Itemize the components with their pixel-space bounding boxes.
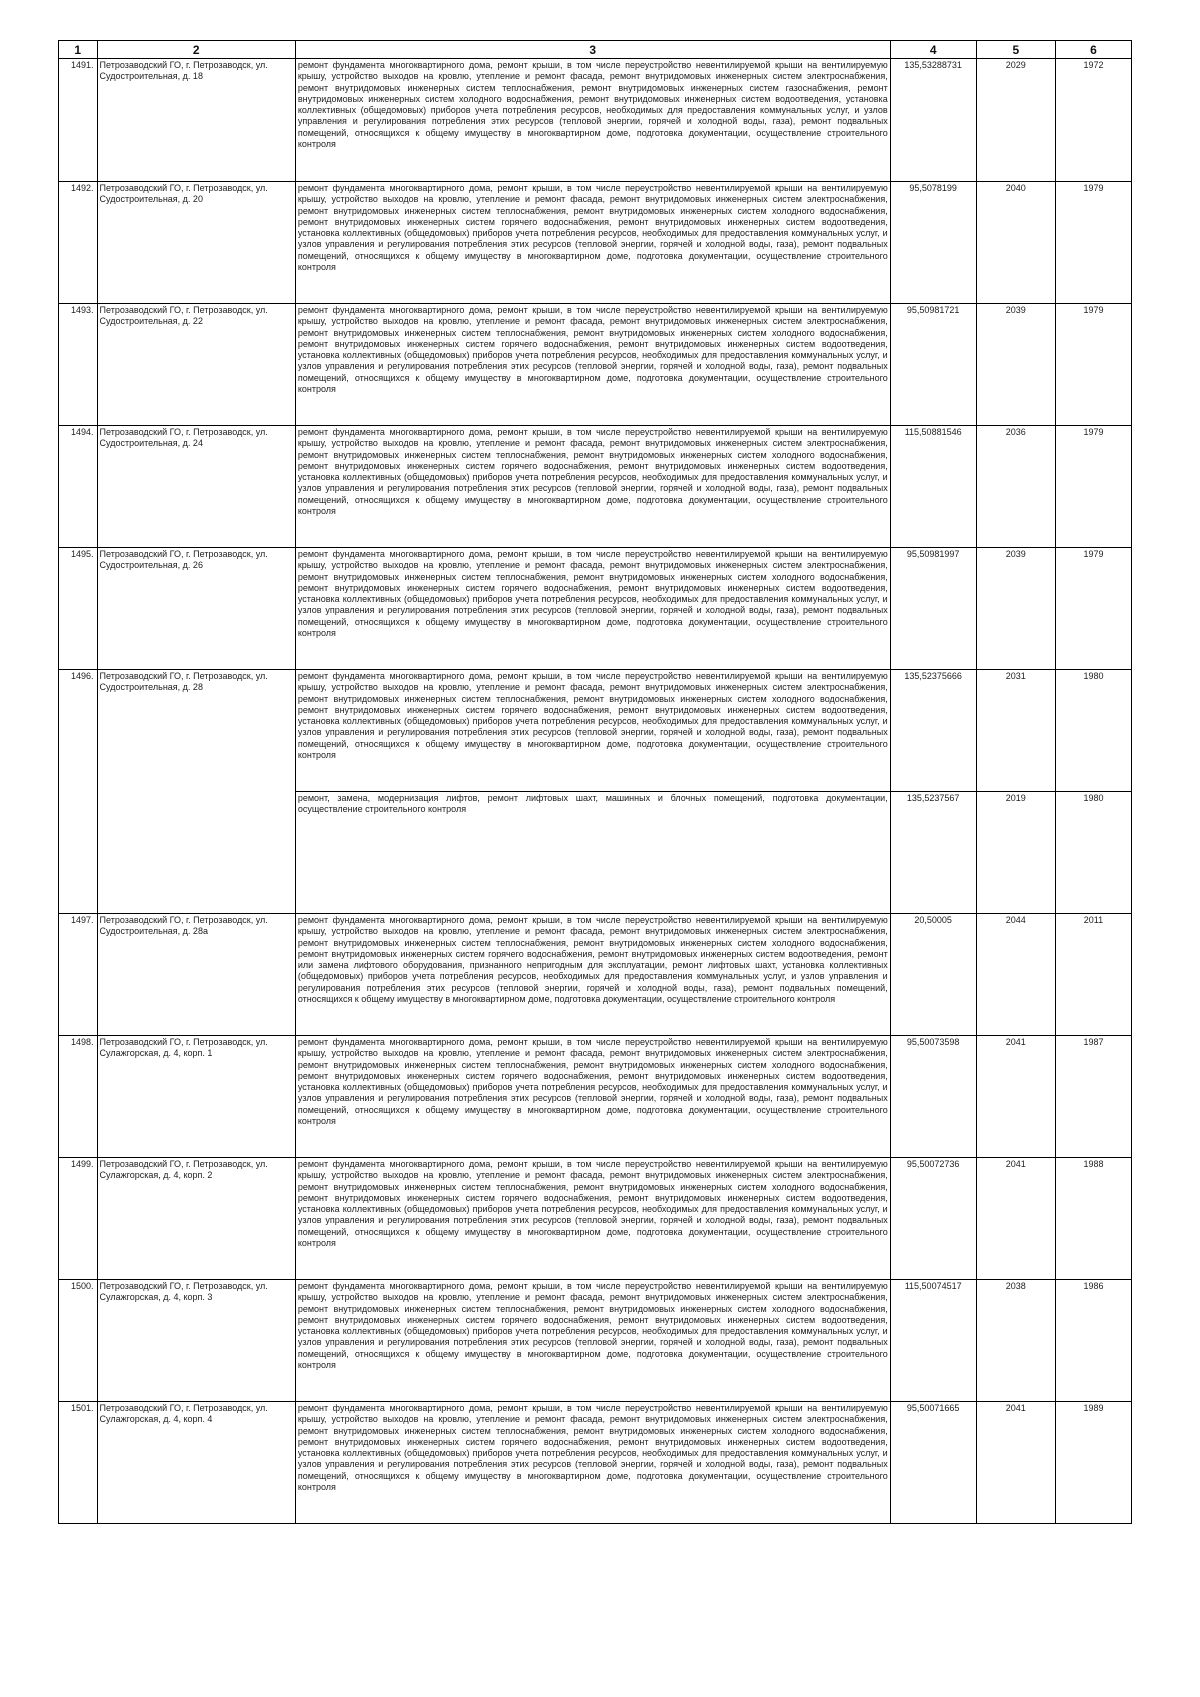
- year-cell: 1980: [1055, 792, 1131, 914]
- table-row: [59, 1280, 1132, 1402]
- row-number-cell: 1497.: [59, 914, 98, 1036]
- planned-year-cell: 2044: [976, 914, 1055, 1036]
- planned-year-cell: 2039: [976, 548, 1055, 670]
- value-cell: 135,5237567: [890, 792, 976, 914]
- column-header-6: 6: [1055, 41, 1131, 59]
- address-cell: Петрозаводский ГО, г. Петрозаводск, ул. Судостроительная, д. 24: [97, 426, 295, 548]
- row-number-cell: 1499.: [59, 1158, 98, 1280]
- table-row: [59, 182, 1132, 304]
- row-number-cell: 1492.: [59, 182, 98, 304]
- year-cell: 1989: [1055, 1402, 1131, 1524]
- row-number-cell: 1496.: [59, 670, 98, 914]
- planned-year-cell: 2041: [976, 1036, 1055, 1158]
- row-number-cell: 1494.: [59, 426, 98, 548]
- year-cell: 1988: [1055, 1158, 1131, 1280]
- value-cell: 20,50005: [890, 914, 976, 1036]
- column-header-3: 3: [295, 41, 890, 59]
- year-cell: 1987: [1055, 1036, 1131, 1158]
- table-row: [59, 1158, 1132, 1280]
- work-description-cell: ремонт фундамента многоквартирного дома, ремонт крыши, в том числе переустройство невентилируемой крыши на вентилируемую крышу, устройство выходов на кровлю, утепление и ремонт фасада, ремонт внутридомовых инженерных систем электроснабжения, ремонт внутридомовых инженерных систем теплоснабжения, ремонт внутридомовых инженерных систем холодного водоснабжения, ремонт внутридомовых инженерных систем горячего водоснабжения, ремонт внутридомовых инженерных систем водоотведения, установка коллективных (общедомовых) приборов учета потребления ресурсов, необходимых для предоставления коммунальных услуг, и узлов управления и регулирования потребления этих ресурсов (тепловой энергии, горячей и холодной воды, газа), ремонт подвальных помещений, относящихся к общему имуществу в многоквартирном доме, подготовка документации, осуществление строительного контроля: [295, 182, 890, 304]
- column-number-row: [59, 41, 1132, 59]
- work-description-cell: ремонт фундамента многоквартирного дома, ремонт крыши, в том числе переустройство невентилируемой крыши на вентилируемую крышу, устройство выходов на кровлю, утепление и ремонт фасада, ремонт внутридомовых инженерных систем электроснабжения, ремонт внутридомовых инженерных систем теплоснабжения, ремонт внутридомовых инженерных систем газоснабжения, ремонт внутридомовых инженерных систем холодного водоснабжения, ремонт внутридомовых инженерных систем водоотведения, установка коллективных (общедомовых) приборов учета потребления ресурсов, необходимых для предоставления коммунальных услуг, и узлов управления и регулирования потребления этих ресурсов (тепловой энергии, горячей и холодной воды, газа), ремонт подвальных помещений, относящихся к общему имуществу в многоквартирном доме, подготовка документации, осуществление строительного контроля: [295, 59, 890, 182]
- table-row: [59, 670, 1132, 792]
- table-row: [59, 426, 1132, 548]
- work-description-cell: ремонт фундамента многоквартирного дома, ремонт крыши, в том числе переустройство невентилируемой крыши на вентилируемую крышу, устройство выходов на кровлю, утепление и ремонт фасада, ремонт внутридомовых инженерных систем электроснабжения, ремонт внутридомовых инженерных систем теплоснабжения, ремонт внутридомовых инженерных систем холодного водоснабжения, ремонт внутридомовых инженерных систем горячего водоснабжения, ремонт внутридомовых инженерных систем водоотведения, установка коллективных (общедомовых) приборов учета потребления ресурсов, необходимых для предоставления коммунальных услуг, и узлов управления и регулирования потребления этих ресурсов (тепловой энергии, горячей и холодной воды, газа), ремонт подвальных помещений, относящихся к общему имуществу в многоквартирном доме, подготовка документации, осуществление строительного контроля: [295, 670, 890, 792]
- value-cell: 95,50071665: [890, 1402, 976, 1524]
- repair-schedule-sheet: [58, 40, 1132, 1524]
- value-cell: 95,50073598: [890, 1036, 976, 1158]
- row-number-cell: 1498.: [59, 1036, 98, 1158]
- work-description-cell: ремонт, замена, модернизация лифтов, ремонт лифтовых шахт, машинных и блочных помещений, подготовка документации, осуществление строительного контроля: [295, 792, 890, 914]
- table-row: [59, 914, 1132, 1036]
- value-cell: 95,5078199: [890, 182, 976, 304]
- address-cell: Петрозаводский ГО, г. Петрозаводск, ул. Судостроительная, д. 28а: [97, 914, 295, 1036]
- planned-year-cell: 2019: [976, 792, 1055, 914]
- work-description-cell: ремонт фундамента многоквартирного дома, ремонт крыши, в том числе переустройство невентилируемой крыши на вентилируемую крышу, устройство выходов на кровлю, утепление и ремонт фасада, ремонт внутридомовых инженерных систем электроснабжения, ремонт внутридомовых инженерных систем теплоснабжения, ремонт внутридомовых инженерных систем холодного водоснабжения, ремонт внутридомовых инженерных систем горячего водоснабжения, ремонт внутридомовых инженерных систем водоотведения, установка коллективных (общедомовых) приборов учета потребления ресурсов, необходимых для предоставления коммунальных услуг, и узлов управления и регулирования потребления этих ресурсов (тепловой энергии, горячей и холодной воды, газа), ремонт подвальных помещений, относящихся к общему имуществу в многоквартирном доме, подготовка документации, осуществление строительного контроля: [295, 548, 890, 670]
- year-cell: 1979: [1055, 182, 1131, 304]
- column-header-4: 4: [890, 41, 976, 59]
- planned-year-cell: 2029: [976, 59, 1055, 182]
- table-row: [59, 304, 1132, 426]
- row-number-cell: 1491.: [59, 59, 98, 182]
- address-cell: Петрозаводский ГО, г. Петрозаводск, ул. Судостроительная, д. 20: [97, 182, 295, 304]
- column-header-2: 2: [97, 41, 295, 59]
- planned-year-cell: 2031: [976, 670, 1055, 792]
- year-cell: 1979: [1055, 304, 1131, 426]
- table-row: [59, 1402, 1132, 1524]
- planned-year-cell: 2038: [976, 1280, 1055, 1402]
- table-body: [59, 59, 1132, 1524]
- repair-schedule-table: [58, 40, 1132, 1524]
- table-row: [59, 1036, 1132, 1158]
- work-description-cell: ремонт фундамента многоквартирного дома, ремонт крыши, в том числе переустройство невентилируемой крыши на вентилируемую крышу, устройство выходов на кровлю, утепление и ремонт фасада, ремонт внутридомовых инженерных систем электроснабжения, ремонт внутридомовых инженерных систем теплоснабжения, ремонт внутридомовых инженерных систем холодного водоснабжения, ремонт внутридомовых инженерных систем горячего водоснабжения, ремонт внутридомовых инженерных систем водоотведения, установка коллективных (общедомовых) приборов учета потребления ресурсов, необходимых для предоставления коммунальных услуг, и узлов управления и регулирования потребления этих ресурсов (тепловой энергии, горячей и холодной воды, газа), ремонт подвальных помещений, относящихся к общему имуществу в многоквартирном доме, подготовка документации, осуществление строительного контроля: [295, 1036, 890, 1158]
- planned-year-cell: 2041: [976, 1158, 1055, 1280]
- address-cell: Петрозаводский ГО, г. Петрозаводск, ул. Судостроительная, д. 18: [97, 59, 295, 182]
- column-header-1: 1: [59, 41, 98, 59]
- value-cell: 115,50074517: [890, 1280, 976, 1402]
- work-description-cell: ремонт фундамента многоквартирного дома, ремонт крыши, в том числе переустройство невентилируемой крыши на вентилируемую крышу, устройство выходов на кровлю, утепление и ремонт фасада, ремонт внутридомовых инженерных систем электроснабжения, ремонт внутридомовых инженерных систем теплоснабжения, ремонт внутридомовых инженерных систем холодного водоснабжения, ремонт внутридомовых инженерных систем горячего водоснабжения, ремонт внутридомовых инженерных систем водоотведения, установка коллективных (общедомовых) приборов учета потребления ресурсов, необходимых для предоставления коммунальных услуг, и узлов управления и регулирования потребления этих ресурсов (тепловой энергии, горячей и холодной воды, газа), ремонт подвальных помещений, относящихся к общему имуществу в многоквартирном доме, подготовка документации, осуществление строительного контроля: [295, 1280, 890, 1402]
- year-cell: 2011: [1055, 914, 1131, 1036]
- year-cell: 1979: [1055, 426, 1131, 548]
- work-description-cell: ремонт фундамента многоквартирного дома, ремонт крыши, в том числе переустройство невентилируемой крыши на вентилируемую крышу, устройство выходов на кровлю, утепление и ремонт фасада, ремонт внутридомовых инженерных систем электроснабжения, ремонт внутридомовых инженерных систем теплоснабжения, ремонт внутридомовых инженерных систем холодного водоснабжения, ремонт внутридомовых инженерных систем горячего водоснабжения, ремонт внутридомовых инженерных систем водоотведения, установка коллективных (общедомовых) приборов учета потребления ресурсов, необходимых для предоставления коммунальных услуг, и узлов управления и регулирования потребления этих ресурсов (тепловой энергии, горячей и холодной воды, газа), ремонт подвальных помещений, относящихся к общему имуществу в многоквартирном доме, подготовка документации, осуществление строительного контроля: [295, 304, 890, 426]
- planned-year-cell: 2039: [976, 304, 1055, 426]
- address-cell: Петрозаводский ГО, г. Петрозаводск, ул. Сулажгорская, д. 4, корп. 3: [97, 1280, 295, 1402]
- table-row: [59, 59, 1132, 182]
- planned-year-cell: 2036: [976, 426, 1055, 548]
- planned-year-cell: 2040: [976, 182, 1055, 304]
- work-description-cell: ремонт фундамента многоквартирного дома, ремонт крыши, в том числе переустройство невентилируемой крыши на вентилируемую крышу, устройство выходов на кровлю, утепление и ремонт фасада, ремонт внутридомовых инженерных систем электроснабжения, ремонт внутридомовых инженерных систем теплоснабжения, ремонт внутридомовых инженерных систем холодного водоснабжения, ремонт внутридомовых инженерных систем горячего водоснабжения, ремонт внутридомовых инженерных систем водоотведения, установка коллективных (общедомовых) приборов учета потребления ресурсов, необходимых для предоставления коммунальных услуг, и узлов управления и регулирования потребления этих ресурсов (тепловой энергии, горячей и холодной воды, газа), ремонт подвальных помещений, относящихся к общему имуществу в многоквартирном доме, подготовка документации, осуществление строительного контроля: [295, 426, 890, 548]
- table-row: [59, 548, 1132, 670]
- planned-year-cell: 2041: [976, 1402, 1055, 1524]
- row-number-cell: 1501.: [59, 1402, 98, 1524]
- address-cell: Петрозаводский ГО, г. Петрозаводск, ул. Сулажгорская, д. 4, корп. 2: [97, 1158, 295, 1280]
- value-cell: 135,52375666: [890, 670, 976, 792]
- value-cell: 95,50981721: [890, 304, 976, 426]
- address-cell: Петрозаводский ГО, г. Петрозаводск, ул. Сулажгорская, д. 4, корп. 1: [97, 1036, 295, 1158]
- address-cell: Петрозаводский ГО, г. Петрозаводск, ул. Судостроительная, д. 26: [97, 548, 295, 670]
- address-cell: Петрозаводский ГО, г. Петрозаводск, ул. Судостроительная, д. 22: [97, 304, 295, 426]
- value-cell: 115,50881546: [890, 426, 976, 548]
- column-header-5: 5: [976, 41, 1055, 59]
- address-cell: Петрозаводский ГО, г. Петрозаводск, ул. Сулажгорская, д. 4, корп. 4: [97, 1402, 295, 1524]
- value-cell: 95,50981997: [890, 548, 976, 670]
- work-description-cell: ремонт фундамента многоквартирного дома, ремонт крыши, в том числе переустройство невентилируемой крыши на вентилируемую крышу, устройство выходов на кровлю, утепление и ремонт фасада, ремонт внутридомовых инженерных систем электроснабжения, ремонт внутридомовых инженерных систем теплоснабжения, ремонт внутридомовых инженерных систем холодного водоснабжения, ремонт внутридомовых инженерных систем горячего водоснабжения, ремонт внутридомовых инженерных систем водоотведения, установка коллективных (общедомовых) приборов учета потребления ресурсов, необходимых для предоставления коммунальных услуг, и узлов управления и регулирования потребления этих ресурсов (тепловой энергии, горячей и холодной воды, газа), ремонт подвальных помещений, относящихся к общему имуществу в многоквартирном доме, подготовка документации, осуществление строительного контроля: [295, 1402, 890, 1524]
- year-cell: 1980: [1055, 670, 1131, 792]
- row-number-cell: 1500.: [59, 1280, 98, 1402]
- value-cell: 95,50072736: [890, 1158, 976, 1280]
- row-number-cell: 1493.: [59, 304, 98, 426]
- year-cell: 1986: [1055, 1280, 1131, 1402]
- year-cell: 1979: [1055, 548, 1131, 670]
- address-cell: Петрозаводский ГО, г. Петрозаводск, ул. Судостроительная, д. 28: [97, 670, 295, 914]
- work-description-cell: ремонт фундамента многоквартирного дома, ремонт крыши, в том числе переустройство невентилируемой крыши на вентилируемую крышу, устройство выходов на кровлю, утепление и ремонт фасада, ремонт внутридомовых инженерных систем электроснабжения, ремонт внутридомовых инженерных систем теплоснабжения, ремонт внутридомовых инженерных систем холодного водоснабжения, ремонт внутридомовых инженерных систем горячего водоснабжения, ремонт внутридомовых инженерных систем водоотведения, ремонт или замена лифтового оборудования, признанного непригодным для эксплуатации, ремонт лифтовых шахт, установка коллективных (общедомовых) приборов учета потребления ресурсов, необходимых для предоставления коммунальных услуг, и узлов управления и регулирования потребления этих ресурсов (тепловой энергии, горячей и холодной воды, газа), ремонт подвальных помещений, относящихся к общему имуществу в многоквартирном доме, подготовка документации, осуществление строительного контроля: [295, 914, 890, 1036]
- year-cell: 1972: [1055, 59, 1131, 182]
- work-description-cell: ремонт фундамента многоквартирного дома, ремонт крыши, в том числе переустройство невентилируемой крыши на вентилируемую крышу, устройство выходов на кровлю, утепление и ремонт фасада, ремонт внутридомовых инженерных систем электроснабжения, ремонт внутридомовых инженерных систем теплоснабжения, ремонт внутридомовых инженерных систем холодного водоснабжения, ремонт внутридомовых инженерных систем горячего водоснабжения, ремонт внутридомовых инженерных систем водоотведения, установка коллективных (общедомовых) приборов учета потребления ресурсов, необходимых для предоставления коммунальных услуг, и узлов управления и регулирования потребления этих ресурсов (тепловой энергии, горячей и холодной воды, газа), ремонт подвальных помещений, относящихся к общему имуществу в многоквартирном доме, подготовка документации, осуществление строительного контроля: [295, 1158, 890, 1280]
- value-cell: 135,53288731: [890, 59, 976, 182]
- row-number-cell: 1495.: [59, 548, 98, 670]
